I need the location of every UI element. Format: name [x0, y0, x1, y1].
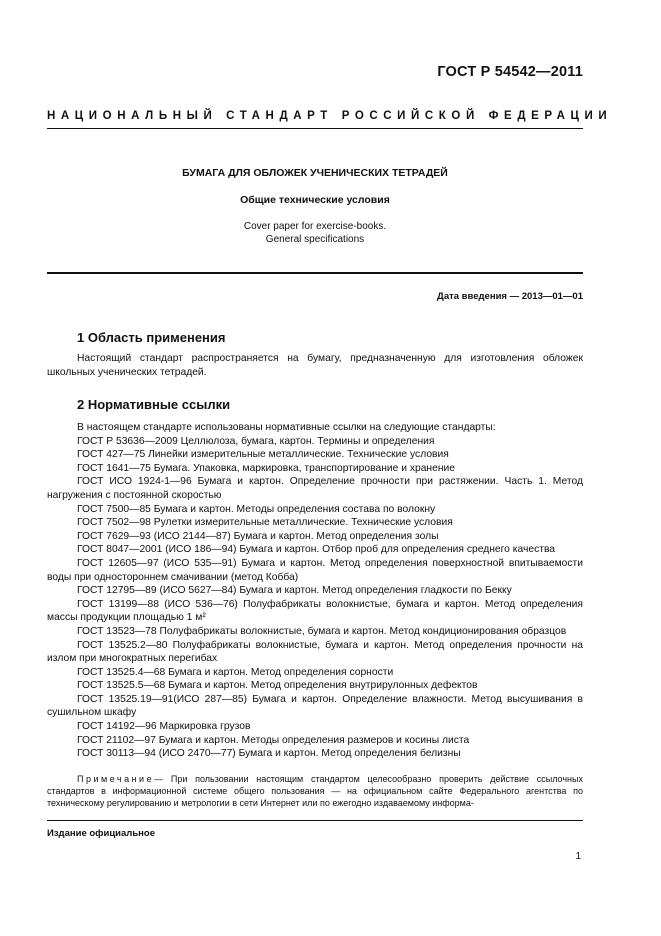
- english-title-line2: General specifications: [265, 234, 365, 245]
- references-intro: В настоящем стандарте использованы нормативные ссылки на следующие стандарты:: [77, 422, 496, 433]
- edition-label: Издание официальное: [47, 828, 155, 839]
- reference-item: ГОСТ 14192—96 Маркировка грузов: [77, 721, 251, 733]
- national-standard-banner: НАЦИОНАЛЬНЫЙ СТАНДАРТ РОССИЙСКОЙ ФЕДЕРАЦИИ: [47, 110, 613, 122]
- document-subtitle: Общие технические условия: [240, 194, 390, 206]
- document-title: БУМАГА ДЛЯ ОБЛОЖЕК УЧЕНИЧЕСКИХ ТЕТРАДЕЙ: [182, 167, 448, 179]
- reference-item: ГОСТ 13525.2—80 Полуфабрикаты волокнистые, бумага и картон. Метод определения прочности на излом при многократных перегибах: [47, 639, 583, 665]
- header-divider: [47, 128, 583, 129]
- reference-item: ГОСТ 21102—97 Бумага и картон. Методы определения размеров и косины листа: [77, 734, 470, 746]
- reference-item: ГОСТ 13525.19—91(ИСО 287—85) Бумага и картон. Определение влажности. Метод высушивания в сушильном шкафу: [47, 693, 583, 719]
- document-code: ГОСТ Р 54542—2011: [437, 64, 583, 80]
- reference-item: ГОСТ ИСО 1924-1—96 Бумага и картон. Определение прочности при растяжении. Часть 1. Метод нагружения с постоянной скоростью: [47, 476, 583, 501]
- note-text: — При пользовании настоящим стандартом целесообразно проверить действие ссылочных стандартов в информационной системе общего пользования — на официальном сайте Федерального агентства по техническому регулированию и метрологии в сети Интернет или по ежегодно издаваемому информа-: [47, 774, 583, 809]
- section-2-heading: 2 Нормативные ссылки: [77, 397, 231, 412]
- reference-item: ГОСТ 8047—2001 (ИСО 186—94) Бумага и картон. Отбор проб для определения среднего качества: [77, 544, 556, 556]
- section-1-body: Настоящий стандарт распространяется на бумагу, предназначенную для изготовления обложек школьных ученических тетрадей.: [47, 353, 583, 378]
- reference-item: ГОСТ 7502—98 Рулетки измерительные металлические. Технические условия: [77, 517, 453, 529]
- footer-divider: [47, 820, 583, 821]
- reference-item: ГОСТ 427—75 Линейки измерительные металлические. Технические условия: [77, 449, 449, 461]
- reference-item: ГОСТ 13523—78 Полуфабрикаты волокнистые, бумага и картон. Метод кондиционирования образцов: [77, 625, 567, 637]
- reference-item: ГОСТ 1641—75 Бумага. Упаковка, маркировка, транспортирование и хранение: [77, 462, 456, 474]
- english-title: [47, 220, 583, 246]
- reference-item: ГОСТ 13525.5—68 Бумага и картон. Метод определения внутрирулонных дефектов: [77, 680, 478, 692]
- section-1-heading: 1 Область применения: [77, 330, 226, 345]
- introduction-date: Дата введения — 2013—01—01: [437, 291, 583, 302]
- page-number: 1: [575, 851, 581, 862]
- reference-item: ГОСТ 12795—89 (ИСО 5627—84) Бумага и картон. Метод определения гладкости по Бекку: [77, 585, 512, 597]
- title-divider: [47, 272, 583, 274]
- reference-item: ГОСТ 13199—88 (ИСО 536—76) Полуфабрикаты волокнистые, бумага и картон. Метод определения массы продукции площадью 1 м²: [47, 598, 583, 624]
- references-list: [47, 421, 583, 761]
- reference-item: ГОСТ 12605—97 (ИСО 535—91) Бумага и картон. Метод определения поверхностной впитываемости воды при одностороннем смачивании (метод Кобба): [47, 557, 583, 583]
- reference-item: ГОСТ Р 53636—2009 Целлюлоза, бумага, картон. Термины и определения: [77, 435, 435, 447]
- note-block: [47, 773, 583, 810]
- reference-item: ГОСТ 13525.4—68 Бумага и картон. Метод определения сорности: [77, 666, 394, 678]
- reference-item: ГОСТ 30113—94 (ИСО 2470—77) Бумага и картон. Метод определения белизны: [77, 748, 461, 760]
- note-label: Примечание: [77, 774, 155, 784]
- section-1-text: [47, 352, 583, 380]
- reference-item: ГОСТ 7629—93 (ИСО 2144—87) Бумага и картон. Метод определения золы: [77, 530, 439, 542]
- english-title-line1: Cover paper for exercise-books.: [243, 221, 387, 232]
- reference-item: ГОСТ 7500—85 Бумага и картон. Методы определения состава по волокну: [77, 503, 436, 515]
